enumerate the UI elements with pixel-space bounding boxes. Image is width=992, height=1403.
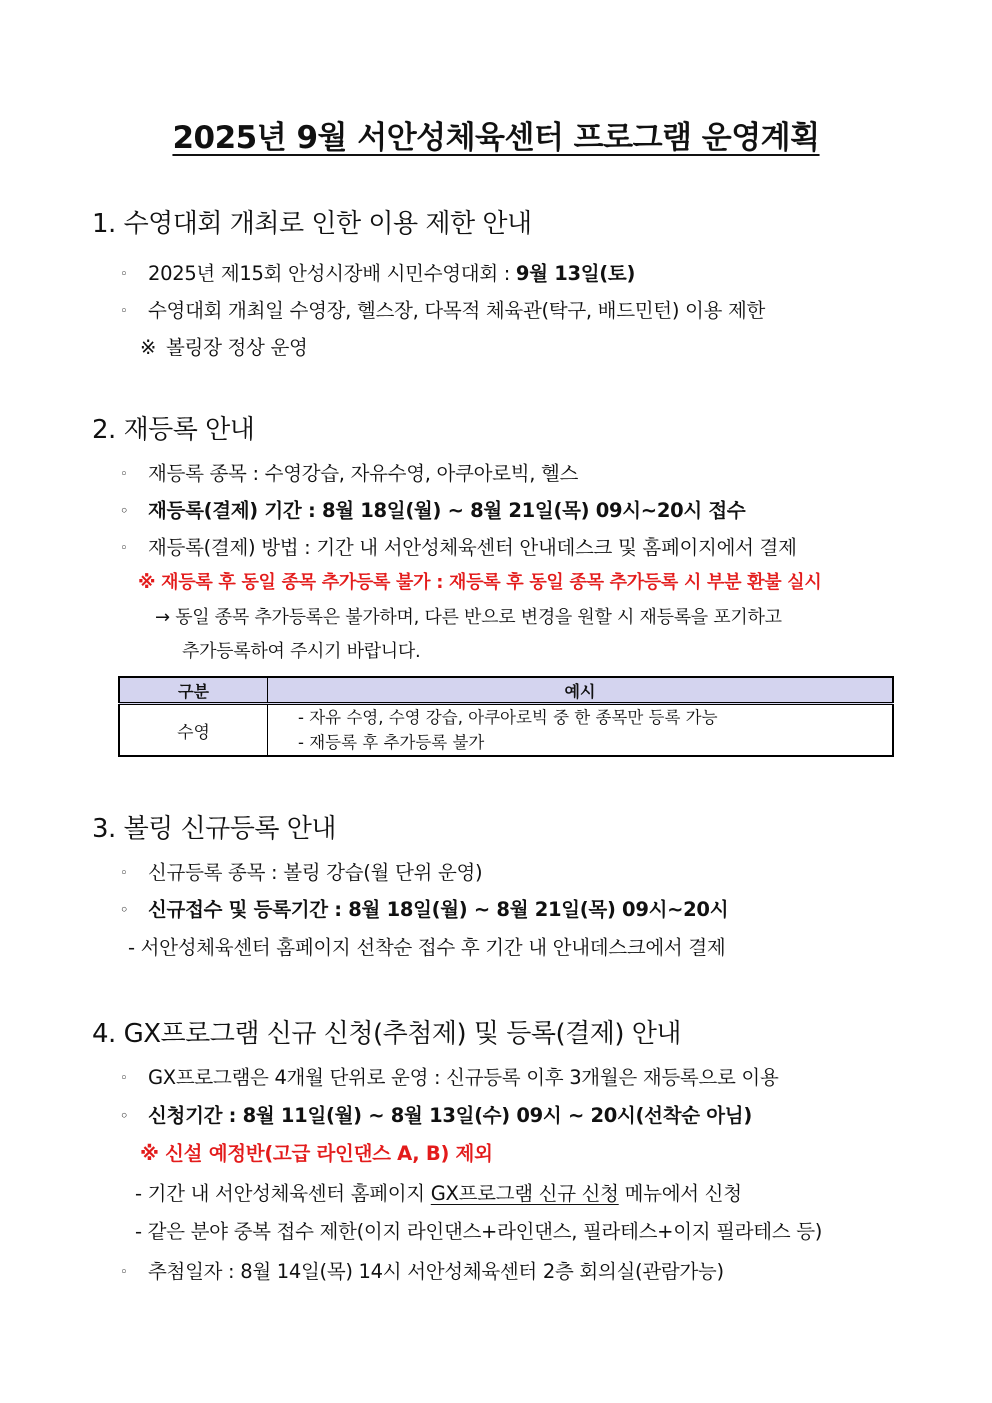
section4-item-2: ◦ 신청기간 : 8월 11일(월) ~ 8월 13일(수) 09시 ~ 20시(선착순 아님) <box>120 1104 752 1127</box>
section2-item-3: ◦ 재등록(결제) 방법 : 기간 내 서안성체육센터 안내데스크 및 홈페이지에서 결제 <box>120 536 797 559</box>
section3-item-1: ◦ 신규등록 종목 : 볼링 강습(월 단위 운영) <box>120 861 483 884</box>
bullet-icon: ◦ <box>120 1071 128 1086</box>
bullet-icon: ◦ <box>120 1109 129 1124</box>
bullet-icon: ◦ <box>120 1265 128 1280</box>
section4-detail-1: - 기간 내 서안성체육센터 홈페이지 GX프로그램 신규 신청 메뉴에서 신청 <box>135 1182 742 1205</box>
section3-detail: - 서안성체육센터 홈페이지 선착순 접수 후 기간 내 안내데스크에서 결제 <box>128 936 726 959</box>
section2-arrow-note-2: 추가등록하여 주시기 바랍니다. <box>182 641 421 662</box>
section2-heading: 2. 재등록 안내 <box>92 415 255 445</box>
example-table <box>118 676 894 757</box>
section1-heading: 1. 수영대회 개최로 인한 이용 제한 안내 <box>92 209 532 239</box>
table-row <box>119 704 893 757</box>
table-cell-example <box>268 704 894 757</box>
section4-note: ※ 신설 예정반(고급 라인댄스 A, B) 제외 <box>140 1142 493 1165</box>
bullet-icon: ◦ <box>120 903 129 918</box>
gx-apply-menu-reference: GX프로그램 신규 신청 <box>430 1182 619 1205</box>
section2-warning: ※ 재등록 후 동일 종목 추가등록 불가 : 재등록 후 동일 종목 추가등록 시 부분 환불 실시 <box>138 572 822 593</box>
table-cell-category: 수영 <box>119 704 268 757</box>
example-line-1: - 자유 수영, 수영 강습, 아쿠아로빅 중 한 종목만 등록 가능 <box>298 708 718 727</box>
reference-mark-icon: ※ <box>140 336 157 359</box>
section1-item-2: ◦ 수영대회 개최일 수영장, 헬스장, 다목적 체육관(탁구, 배드민턴) 이용 제한 <box>120 299 766 322</box>
section4-heading: 4. GX프로그램 신규 신청(추첨제) 및 등록(결제) 안내 <box>92 1019 682 1049</box>
section1-item-1: ◦ 2025년 제15회 안성시장배 시민수영대회 : 9월 13일(토) <box>120 262 636 285</box>
bullet-icon: ◦ <box>120 467 128 482</box>
section4-item-1: ◦ GX프로그램은 4개월 단위로 운영 : 신규등록 이후 3개월은 재등록으로 이용 <box>120 1066 779 1089</box>
table-header-example: 예시 <box>268 677 894 704</box>
section4-item-3: ◦ 추첨일자 : 8월 14일(목) 14시 서안성체육센터 2층 회의실(관람가능) <box>120 1260 724 1283</box>
section4-detail-2: - 같은 분야 중복 접수 제한(이지 라인댄스+라인댄스, 필라테스+이지 필라테스 등) <box>135 1220 823 1243</box>
section2-item-2: ◦ 재등록(결제) 기간 : 8월 18일(월) ~ 8월 21일(목) 09시~20시 접수 <box>120 499 746 522</box>
table-header-row <box>119 677 893 704</box>
section2-arrow-note-1: → 동일 종목 추가등록은 불가하며, 다른 반으로 변경을 원할 시 재등록을 포기하고 <box>155 607 782 628</box>
section2-item-1: ◦ 재등록 종목 : 수영강습, 자유수영, 아쿠아로빅, 헬스 <box>120 462 579 485</box>
section3-item-2: ◦ 신규접수 및 등록기간 : 8월 18일(월) ~ 8월 21일(목) 09시~20시 <box>120 898 729 921</box>
bullet-icon: ◦ <box>120 267 128 282</box>
bullet-icon: ◦ <box>120 541 128 556</box>
section1-note: ※ 볼링장 정상 운영 <box>140 336 308 359</box>
bullet-icon: ◦ <box>120 866 128 881</box>
document-title: 2025년 9월 서안성체육센터 프로그램 운영계획 <box>172 120 820 156</box>
section3-heading: 3. 볼링 신규등록 안내 <box>92 814 337 844</box>
bullet-icon: ◦ <box>120 504 129 519</box>
example-line-2: - 재등록 후 추가등록 불가 <box>298 733 485 752</box>
bullet-icon: ◦ <box>120 304 128 319</box>
table-header-category: 구분 <box>119 677 268 704</box>
